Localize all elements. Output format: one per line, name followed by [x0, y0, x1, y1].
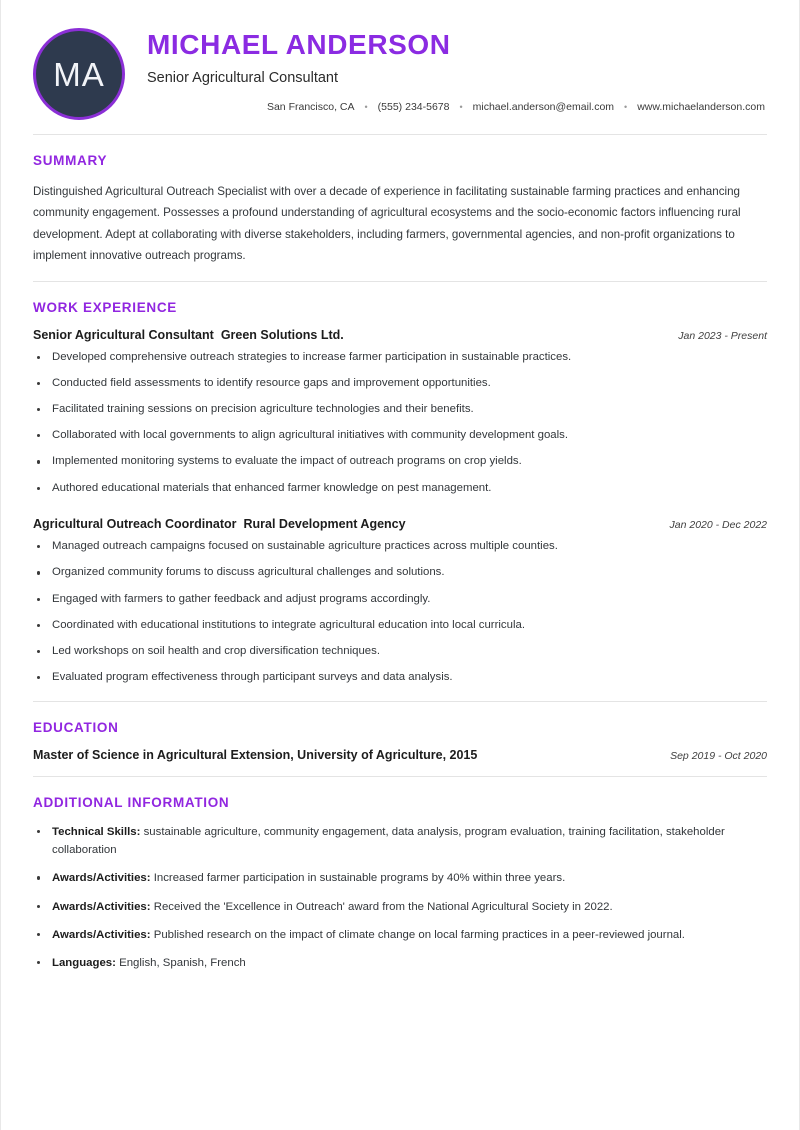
list-item: Organized community forums to discuss agricultural challenges and solutions. — [33, 564, 767, 582]
list-item: Managed outreach campaigns focused on sustainable agriculture practices across multiple counties. — [33, 538, 767, 556]
info-label: Technical Skills: — [52, 825, 141, 838]
experience-entry — [33, 517, 767, 687]
section-summary — [33, 135, 767, 281]
list-item: Coordinated with educational institutions to integrate agricultural education into local curricula. — [33, 617, 767, 635]
list-item: Led workshops on soil health and crop diversification techniques. — [33, 643, 767, 661]
avatar — [33, 28, 125, 120]
contact-separator-icon: • — [624, 101, 628, 112]
header-text-block — [147, 26, 767, 113]
summary-text: Distinguished Agricultural Outreach Specialist with over a decade of experience in facilitating sustainable farming practices and enhancing community engagement. Possesses a profound understanding of agricultural ecosystems and the socio-economic factors influencing rural development. Adept at collaborating with diverse stakeholders, including farmers, governmental agencies, and non-profit organizations to implement innovative outreach programs. — [33, 185, 741, 263]
list-item: Engaged with farmers to gather feedback and adjust programs accordingly. — [33, 591, 767, 609]
contact-separator-icon: • — [459, 101, 463, 112]
info-label: Awards/Activities: — [52, 900, 151, 913]
list-item — [33, 869, 767, 887]
education-date: Sep 2019 - Oct 2020 — [670, 749, 767, 762]
contact-line — [147, 101, 767, 113]
experience-headline — [33, 517, 406, 531]
experience-entry-header — [33, 517, 767, 531]
list-item — [33, 954, 767, 972]
candidate-name: MICHAEL ANDERSON — [147, 29, 451, 60]
contact-website[interactable]: www.michaelanderson.com — [637, 101, 765, 114]
section-title-summary: SUMMARY — [33, 153, 108, 168]
avatar-initials: MA — [53, 55, 105, 93]
list-item: Evaluated program effectiveness through participant surveys and data analysis. — [33, 669, 767, 687]
section-title-work-experience: WORK EXPERIENCE — [33, 299, 178, 315]
list-item: Implemented monitoring systems to evaluate the impact of outreach programs on crop yields. — [33, 453, 767, 471]
experience-company: Green Solutions Ltd. — [220, 327, 344, 342]
info-label: Awards/Activities: — [52, 872, 151, 885]
section-additional-information — [33, 777, 767, 997]
section-education — [33, 702, 767, 776]
experience-entry-header — [33, 328, 767, 342]
section-work-experience — [33, 282, 767, 701]
section-title-additional-information: ADDITIONAL INFORMATION — [33, 794, 230, 810]
additional-information-list — [33, 823, 767, 973]
info-value: English, Spanish, French — [119, 957, 246, 970]
list-item — [33, 926, 767, 944]
contact-separator-icon: • — [364, 101, 368, 112]
info-value: Received the 'Excellence in Outreach' award from the National Agricultural Society in 2022. — [153, 900, 613, 913]
candidate-job-title: Senior Agricultural Consultant — [147, 69, 339, 86]
info-value: sustainable agriculture, community engagement, data analysis, program evaluation, training facilitation, stakeholder collaboration — [52, 825, 725, 857]
contact-phone[interactable]: (555) 234-5678 — [377, 101, 450, 114]
experience-date: Jan 2020 - Dec 2022 — [669, 519, 767, 532]
info-label: Languages: — [52, 957, 116, 970]
experience-role: Senior Agricultural Consultant — [33, 327, 214, 342]
experience-entry — [33, 328, 767, 498]
info-value: Published research on the impact of climate change on local farming practices in a peer-reviewed journal. — [153, 928, 685, 941]
experience-company: Rural Development Agency — [243, 517, 406, 532]
list-item: Developed comprehensive outreach strategies to increase farmer participation in sustainable practices. — [33, 349, 767, 367]
education-entry — [33, 748, 767, 762]
list-item — [33, 898, 767, 916]
list-item — [33, 823, 767, 860]
info-value: Increased farmer participation in sustainable programs by 40% within three years. — [153, 872, 566, 885]
resume-header — [33, 0, 767, 134]
experience-headline — [33, 328, 344, 342]
experience-role: Agricultural Outreach Coordinator — [33, 517, 237, 532]
contact-location: San Francisco, CA — [266, 101, 355, 114]
experience-date: Jan 2023 - Present — [678, 329, 767, 342]
info-label: Awards/Activities: — [52, 928, 151, 941]
list-item: Collaborated with local governments to align agricultural initiatives with community development goals. — [33, 427, 767, 445]
list-item: Authored educational materials that enhanced farmer knowledge on pest management. — [33, 480, 767, 498]
section-title-education: EDUCATION — [33, 719, 119, 735]
experience-bullets — [33, 349, 767, 498]
experience-bullets — [33, 538, 767, 687]
education-degree: Master of Science in Agricultural Extension, University of Agriculture, 2015 — [33, 747, 478, 762]
contact-email[interactable]: michael.anderson@email.com — [472, 101, 615, 114]
list-item: Conducted field assessments to identify resource gaps and improvement opportunities. — [33, 375, 767, 393]
list-item: Facilitated training sessions on precision agriculture technologies and their benefits. — [33, 401, 767, 419]
